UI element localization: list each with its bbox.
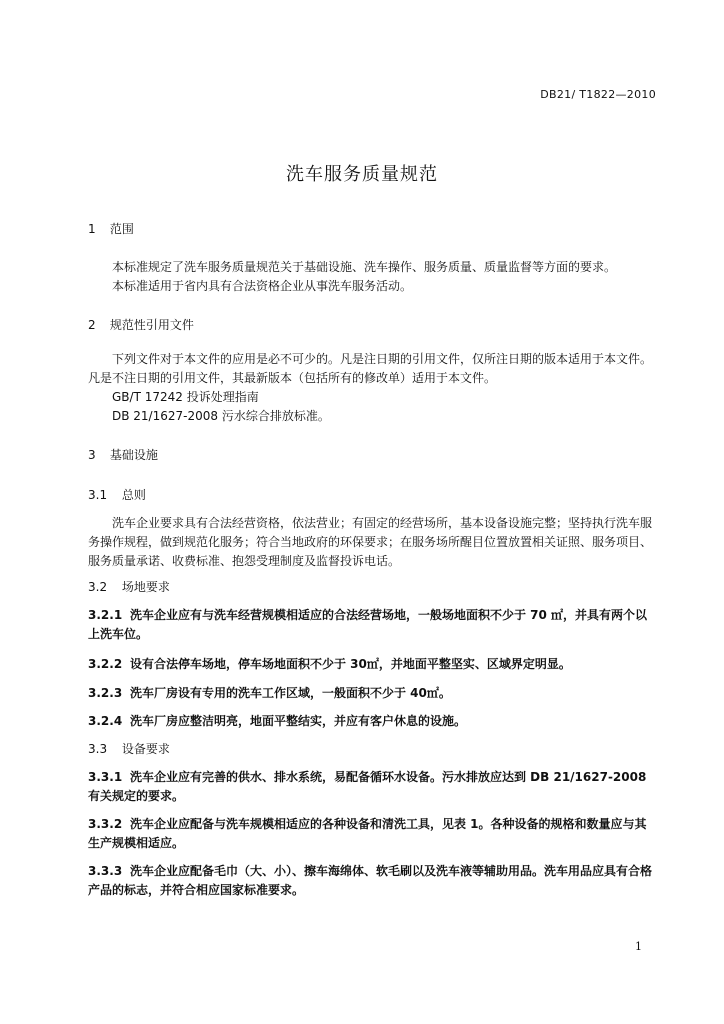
clause-number: 3.2.1 [88,608,123,622]
clause-3-2-2 [88,655,658,674]
section-title: 场地要求 [121,580,170,594]
section-number: 3.3 [88,742,108,756]
section-title: 基础设施 [109,448,158,462]
document-title: 洗车服务质量规范 [286,164,438,185]
section-number: 3.1 [88,488,108,502]
clause-text: 洗车企业应配备毛巾（大、小）、擦车海绵体、软毛刷以及洗车液等辅助用品。洗车用品应具有合格产品的标志，并符合相应国家标准要求。 [88,864,653,897]
section-2-paragraph: 下列文件对于本文件的应用是必不可少的。凡是注日期的引用文件，仅所注日期的版本适用于本文件。凡是不注日期的引用文件，其最新版本（包括所有的修改单）适用于本文件。 [88,352,653,385]
section-3-2-heading [88,578,658,596]
clause-3-2-4 [88,712,658,731]
section-1-paragraph-1: 本标准规定了洗车服务质量规范关于基础设施、洗车操作、服务质量、质量监督等方面的要求。 [112,260,617,274]
section-title: 规范性引用文件 [109,318,194,332]
clause-text: 洗车企业应有完善的供水、排水系统，易配备循环水设备。污水排放应达到 DB 21/1627-2008 有关规定的要求。 [88,770,647,803]
clause-number: 3.3.2 [88,817,123,831]
clause-number: 3.2.4 [88,714,123,728]
section-3-1-paragraph: 洗车企业要求具有合法经营资格，依法营业；有固定的经营场所，基本设备设施完整；坚持执行洗车服务操作规程，做到规范化服务；符合当地政府的环保要求；在服务场所醒目位置放置相关证照、服务项目、服务质量承诺、收费标准、抱怨受理制度及监督投诉电话。 [88,516,653,568]
section-number: 2 [88,318,96,332]
clause-number: 3.2.3 [88,686,123,700]
clause-number: 3.3.3 [88,864,123,878]
clause-text: 洗车企业应配备与洗车规模相适应的各种设备和清洗工具，见表 1。各种设备的规格和数量应与其生产规模相适应。 [88,817,647,850]
section-title: 范围 [109,222,134,236]
clause-text: 洗车厂房设有专用的洗车工作区域，一般面积不少于 40㎡。 [130,686,451,700]
clause-3-2-3 [88,684,658,703]
section-number: 1 [88,222,96,236]
section-3-3-heading [88,740,658,758]
section-3-1-heading [88,486,658,504]
clause-text: 洗车企业应有与洗车经营规模相适应的合法经营场地，一般场地面积不少于 70 ㎡，并具有两个以上洗车位。 [88,608,648,641]
clause-text: 设有合法停车场地，停车场地面积不少于 30㎡，并地面平整坚实、区域界定明显。 [130,657,571,671]
section-1-heading [88,220,658,238]
clause-number: 3.2.2 [88,657,123,671]
section-1-paragraph-2: 本标准适用于省内具有合法资格企业从事洗车服务活动。 [112,279,413,293]
clause-3-3-1 [88,768,658,806]
clause-3-2-1 [88,606,658,644]
clause-3-3-3 [88,862,658,900]
clause-text: 洗车厂房应整洁明亮，地面平整结实，并应有客户休息的设施。 [130,714,467,728]
page-number: 1 [635,940,642,953]
section-2-heading [88,316,658,334]
clause-3-3-2 [88,815,658,853]
clause-number: 3.3.1 [88,770,123,784]
reference-item: DB 21/1627-2008 污水综合排放标准。 [112,409,330,423]
section-title: 设备要求 [121,742,170,756]
section-3-heading [88,446,658,464]
section-number: 3.2 [88,580,108,594]
section-title: 总则 [121,488,146,502]
reference-item: GB/T 17242 投诉处理指南 [112,390,259,404]
section-number: 3 [88,448,96,462]
standard-code: DB21/ T1822—2010 [540,88,656,101]
